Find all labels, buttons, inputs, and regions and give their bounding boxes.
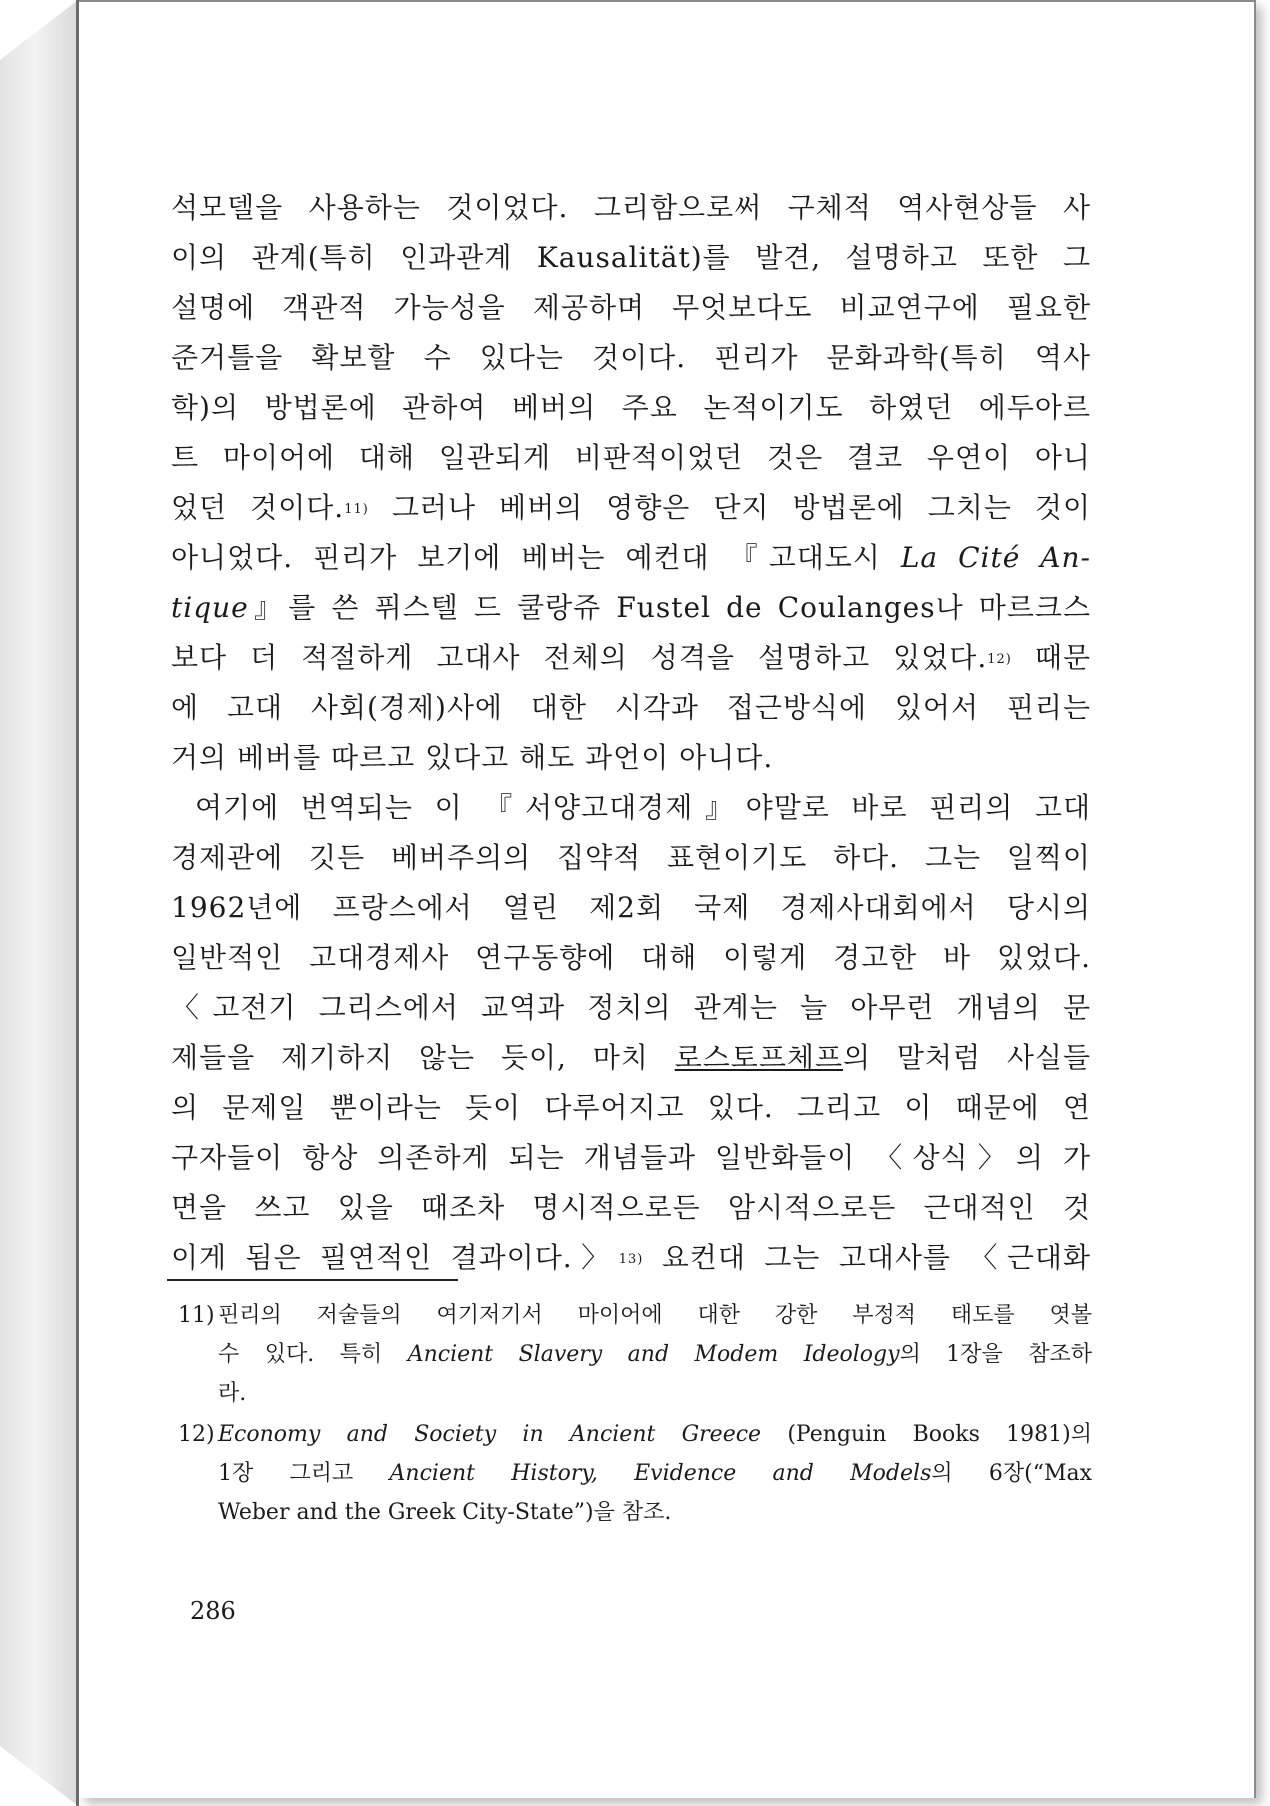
body-line: 었던 것이다.$^{11)}$ 그러나 베버의 영향은 단지 방법론에 그치는 것이	[171, 491, 1091, 524]
body-line: 〈고전기 그리스에서 교역과 정치의 관계는 늘 아무런 개념의 문	[171, 991, 1091, 1024]
body-line: 의 문제일 뿐이라는 듯이 다루어지고 있다. 그리고 이 때문에 연	[171, 1091, 1091, 1124]
footnote-line: Economy and Society in Ancient Greece (Penguin Books 1981)의	[218, 1422, 1093, 1447]
body-line: 보다 더 적절하게 고대사 전체의 성격을 설명하고 있었다.$^{12)}$ 때문	[171, 641, 1091, 674]
footnote-separator	[167, 1279, 458, 1281]
body-line: 이게 됨은 필연적인 결과이다.〉$^{13)}$ 요컨대 그는 고대사를 〈근대화	[171, 1241, 1091, 1274]
body-line: 제들을 제기하지 않는 듯이, 마치 로스토프체프의 말처럼 사실들	[171, 1041, 1091, 1074]
body-line: 1962년에 프랑스에서 열린 제2회 국제 경제사대회에서 당시의	[171, 891, 1091, 924]
footnote-line: 라.	[218, 1381, 247, 1406]
body-text	[171, 183, 1091, 1283]
footnote-ref-11[interactable]: 11)	[344, 502, 369, 517]
page-number: 286	[190, 1597, 236, 1625]
footnote-line: 1장 그리고 Ancient History, Evidence and Models의 6장(“Max	[218, 1461, 1093, 1486]
body-line: 일반적인 고대경제사 연구동향에 대해 이렇게 경고한 바 있었다.	[171, 941, 1091, 974]
italic-title: tique	[171, 591, 249, 624]
footnote-label: 11)	[178, 1303, 215, 1328]
body-line: 아니었다. 핀리가 보기에 베버는 예컨대 『고대도시 La Cité An-	[171, 541, 1091, 574]
footnote-label: 12)	[178, 1422, 215, 1447]
footnote-ref-12[interactable]: 12)	[987, 652, 1012, 667]
body-line: 여기에 번역되는 이 『서양고대경제』야말로 바로 핀리의 고대	[195, 791, 1091, 824]
footnote-line: 수 있다. 특히 Ancient Slavery and Modem Ideology의 1장을 참조하	[218, 1342, 1093, 1367]
body-line: 이의 관계(특히 인과관계 Kausalität)를 발견, 설명하고 또한 그	[171, 241, 1091, 274]
body-line: 구자들이 항상 의존하게 되는 개념들과 일반화들이 〈상식〉의 가	[171, 1141, 1091, 1174]
body-line: 면을 쓰고 있을 때조차 명시적으로든 암시적으로든 근대적인 것	[171, 1191, 1091, 1224]
body-line: 거의 베버를 따르고 있다고 해도 과언이 아니다.	[171, 741, 774, 774]
footnote-11	[180, 1296, 1092, 1413]
footnote-line: Weber and the Greek City-State”)을 참조.	[218, 1500, 672, 1525]
book-spine	[0, 0, 78, 1806]
body-line: tique』를 쓴 퓌스텔 드 쿨랑쥬 Fustel de Coulanges나 마르크스	[171, 591, 1091, 624]
footnote-ref-13[interactable]: 13)	[618, 1252, 644, 1267]
footnote-line: 핀리의 저술들의 여기저기서 마이어에 대한 강한 부정적 태도를 엿볼	[218, 1303, 1092, 1328]
underlined-name: 로스토프체프	[674, 1041, 843, 1074]
body-line: 경제관에 깃든 베버주의의 집약적 표현이기도 하다. 그는 일찍이	[171, 841, 1091, 874]
footnote-12	[180, 1415, 1092, 1532]
footnotes	[180, 1296, 1092, 1532]
body-line: 학)의 방법론에 관하여 베버의 주요 논적이기도 하였던 에두아르	[171, 391, 1091, 424]
body-line: 설명에 객관적 가능성을 제공하며 무엇보다도 비교연구에 필요한	[171, 291, 1091, 324]
body-line: 석모델을 사용하는 것이었다. 그리함으로써 구체적 역사현상들 사	[171, 191, 1091, 224]
body-line: 에 고대 사회(경제)사에 대한 시각과 접근방식에 있어서 핀리는	[171, 691, 1091, 724]
italic-title: La Cité An-	[900, 541, 1091, 574]
body-line: 트 마이어에 대해 일관되게 비판적이었던 것은 결코 우연이 아니	[171, 441, 1091, 474]
body-line: 준거틀을 확보할 수 있다는 것이다. 핀리가 문화과학(특히 역사	[171, 341, 1091, 374]
